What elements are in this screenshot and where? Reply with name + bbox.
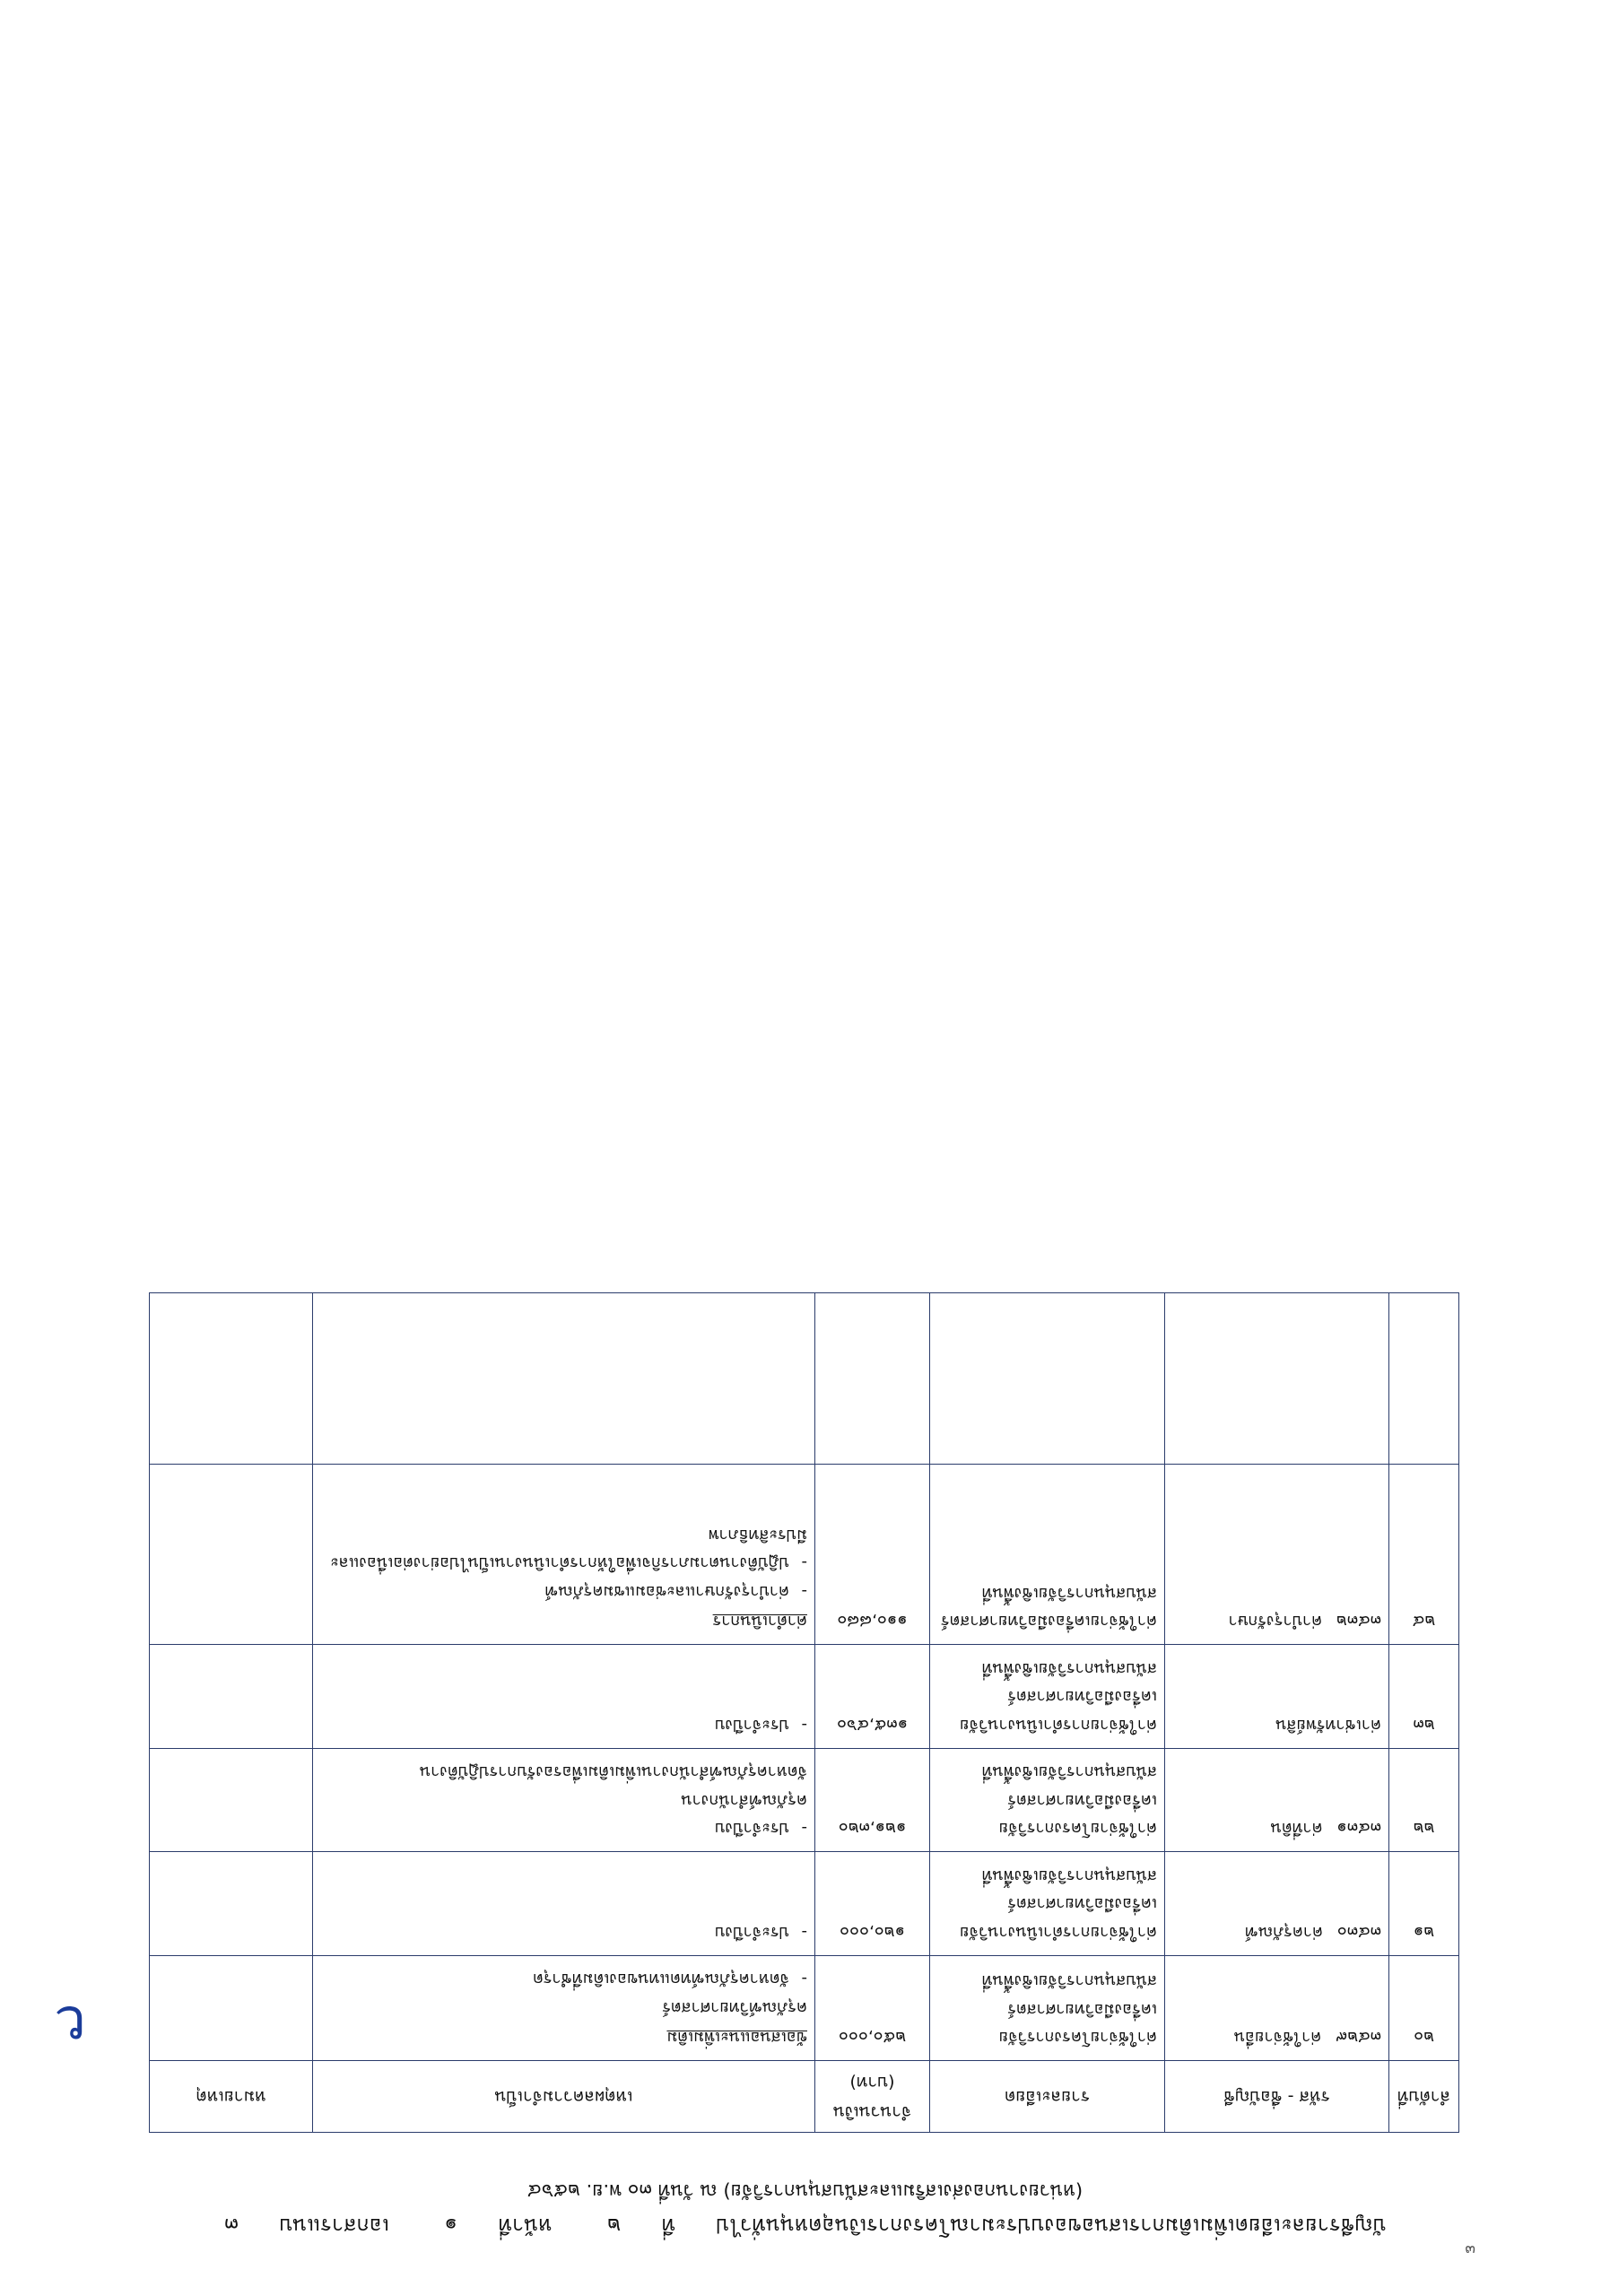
cell-detail	[930, 1293, 1165, 1465]
cell-detail-line: สนับสนุนการวิจัยเชิงพื้นที่	[981, 1762, 1157, 1782]
cell-amount: ๒๕๐,๐๐๐	[815, 1956, 930, 2062]
cell-no: ๒๓	[1389, 1645, 1459, 1749]
cell-account-code: ๓๔๒๙	[1336, 2028, 1381, 2048]
cell-account-code: ค่าเช่าทรัพย์สิน	[1275, 1716, 1381, 1735]
cell-detail-line: สนับสนุนการวิจัยเชิงพื้นที่	[981, 1971, 1157, 1991]
cell-amount: ๑๓๕,๔๖๐	[815, 1645, 930, 1749]
cell-detail	[930, 1956, 1165, 2062]
reason-item-text: จัดหาครุภัณฑ์ทดแทนของเดิมที่ชำรุด	[533, 1970, 789, 1989]
cell-account	[1165, 1852, 1389, 1956]
cell-reason	[313, 1645, 815, 1749]
table-row	[150, 1749, 1459, 1853]
document-subtitle: (หน่วยงานกองส่งเสริมและสนับสนุนการวิจัย)	[723, 2180, 1083, 2203]
reason-item-text: ประจำปีงบ	[714, 1819, 789, 1839]
column-header-no: ลำดับที่	[1389, 2061, 1459, 2133]
title-page-label: หน้าที่	[498, 2213, 553, 2237]
reason-item	[320, 1758, 807, 1787]
page-title: บัญชีรายละเอียดเพิ่มเติมการเสนอของบประมาณโครงการเงินอุดหนุนทั่วไป	[716, 2213, 1387, 2237]
title-doc-no: ๓	[223, 2213, 239, 2237]
cell-reason	[313, 1852, 815, 1956]
cell-account	[1165, 1645, 1389, 1749]
cell-detail	[930, 1749, 1165, 1853]
title-page-no: ๑	[444, 2213, 457, 2237]
reason-item: -ปฏิบัติงานตามภารกิจเพื่อให้การดำเนินงานเป็นไปอย่างต่อเนื่องและมีประสิทธิภาพ	[330, 1526, 807, 1573]
cell-note	[150, 1293, 313, 1465]
cell-account-name: ค่าบำรุงรักษา	[1228, 1612, 1323, 1631]
cell-no: ๒๐	[1389, 1956, 1459, 2062]
page-title-line	[0, 2210, 1610, 2241]
column-header-reason: เหตุผลความจำเป็น	[313, 2061, 815, 2133]
cell-detail	[930, 1465, 1165, 1645]
reason-sub-title: ครุภัณฑ์วิทยาศาสตร์	[662, 1998, 807, 2017]
handwritten-signature-mark: ว	[54, 1987, 86, 2053]
table-header-row	[150, 2061, 1459, 2133]
reason-item-text: ประจำปีงบ	[714, 1716, 789, 1735]
cell-reason	[313, 1465, 815, 1645]
reason-item: -ประจำปีงบ	[714, 1819, 807, 1839]
table-row	[150, 1465, 1459, 1645]
cell-account-code: ๓๔๓๑	[1336, 1819, 1381, 1839]
table-row	[150, 1645, 1459, 1749]
title-suffix-label: ที่	[661, 2213, 675, 2237]
cell-detail-line: เครื่องมือวิทยาศาสตร์	[1007, 1687, 1157, 1707]
reason-item-text: ประจำปีงบ	[714, 1923, 789, 1942]
cell-note	[150, 1852, 313, 1956]
title-suffix-no: ๒	[606, 2213, 622, 2237]
reason-item: -ประจำปีงบ	[714, 1716, 807, 1735]
document-date: ณ วันที่ ๓๐ พ.ย. ๒๕๖๔	[527, 2180, 718, 2203]
reason-sub-title: ครุภัณฑ์สำนักงาน	[681, 1791, 807, 1810]
cell-account	[1165, 1465, 1389, 1645]
cell-account-code: ๓๔๓๐	[1336, 1923, 1381, 1942]
cell-amount	[815, 1293, 930, 1465]
cell-no: ๒๑	[1389, 1852, 1459, 1956]
column-header-account: รหัส - ชื่อบัญชี	[1165, 2061, 1389, 2133]
reason-item: -ค่าบำรุงรักษาและซ่อมแซมครุภัณฑ์	[544, 1582, 807, 1601]
cell-account-name: ค่าที่ดิน	[1270, 1819, 1323, 1839]
cell-no	[1389, 1293, 1459, 1465]
cell-no: ๒๔	[1389, 1465, 1459, 1645]
cell-detail-line: ค่าใช้จ่ายเครื่องมือวิทยาศาสตร์	[941, 1612, 1157, 1631]
cell-account-name: ค่าใช้จ่ายอื่น	[1233, 2028, 1322, 2048]
reason-item: -จัดหาครุภัณฑ์ทดแทนของเดิมที่ชำรุด	[533, 1970, 807, 1989]
cell-detail-line: สนับสนุนการวิจัยเชิงพื้นที่	[981, 1584, 1157, 1603]
cell-detail-line: เครื่องมือวิทยาศาสตร์	[1007, 2000, 1157, 2019]
budget-detail-table	[149, 1293, 1459, 2134]
cell-detail	[930, 1645, 1165, 1749]
reason-item-text: ปฏิบัติงานตามภารกิจเพื่อให้การดำเนินงานเป็นไปอย่างต่อเนื่องและมีประสิทธิภาพ	[330, 1526, 807, 1573]
cell-note	[150, 1956, 313, 2062]
cell-reason	[313, 1956, 815, 2062]
cell-note	[150, 1465, 313, 1645]
cell-account	[1165, 1293, 1389, 1465]
page-corner-mark: ๓	[1465, 2239, 1475, 2257]
document-header	[0, 2176, 1610, 2240]
cell-reason	[313, 1749, 815, 1853]
cell-detail-line: สนับสนุนการวิจัยเชิงพื้นที่	[981, 1866, 1157, 1885]
table-row-blank	[150, 1293, 1459, 1465]
cell-note	[150, 1645, 313, 1749]
reason-group-title: ค่าดำเนินการ	[712, 1612, 807, 1631]
table-body	[150, 1293, 1459, 2061]
table-row	[150, 1956, 1459, 2062]
cell-detail-line: สนับสนุนการวิจัยเชิงพื้นที่	[981, 1659, 1157, 1678]
column-header-amount: จำนวนเงิน (บาท)	[815, 2061, 930, 2133]
cell-detail-line: เครื่องมือวิทยาศาสตร์	[1007, 1894, 1157, 1914]
cell-account	[1165, 1956, 1389, 2062]
cell-detail-line: เครื่องมือวิทยาศาสตร์	[1007, 1791, 1157, 1810]
cell-no: ๒๒	[1389, 1749, 1459, 1853]
cell-detail-line: ค่าใช้จ่ายโครงการวิจัย	[998, 2028, 1157, 2048]
column-header-detail: รายละเอียด	[930, 2061, 1165, 2133]
cell-detail-line: ค่าใช้จ่ายการดำเนินงานวิจัย	[960, 1923, 1157, 1942]
cell-detail-line: ค่าใช้จ่ายการดำเนินงานวิจัย	[960, 1716, 1157, 1735]
cell-detail	[930, 1852, 1165, 1956]
cell-account-name: ค่าครุภัณฑ์	[1244, 1923, 1324, 1942]
reason-item-text: ค่าบำรุงรักษาและซ่อมแซมครุภัณฑ์	[544, 1582, 789, 1601]
cell-account	[1165, 1749, 1389, 1853]
cell-note	[150, 1749, 313, 1853]
cell-reason	[313, 1293, 815, 1465]
cell-account-code: ๓๔๓๒	[1336, 1612, 1381, 1631]
cell-amount: ๑๒๑,๓๒๐	[815, 1749, 930, 1853]
column-header-note: หมายเหตุ	[150, 2061, 313, 2133]
reason-group-title: ข้อเสนอแนะเพิ่มเติม	[666, 2028, 807, 2048]
table-row	[150, 1852, 1459, 1956]
cell-detail-line: ค่าใช้จ่ายโครงการวิจัย	[998, 1819, 1157, 1839]
title-doc-label: เอกสารแนบ	[279, 2213, 389, 2237]
cell-amount: ๑๑๐,๘๘๐	[815, 1465, 930, 1645]
reason-item: -ประจำปีงบ	[714, 1923, 807, 1942]
document-subtitle-line	[0, 2176, 1610, 2206]
reason-item-text: จัดหาครุภัณฑ์สำนักงานเพิ่มเติมเพื่อรองรับการปฏิบัติงาน	[419, 1762, 807, 1782]
cell-amount: ๑๒๐,๐๐๐	[815, 1852, 930, 1956]
